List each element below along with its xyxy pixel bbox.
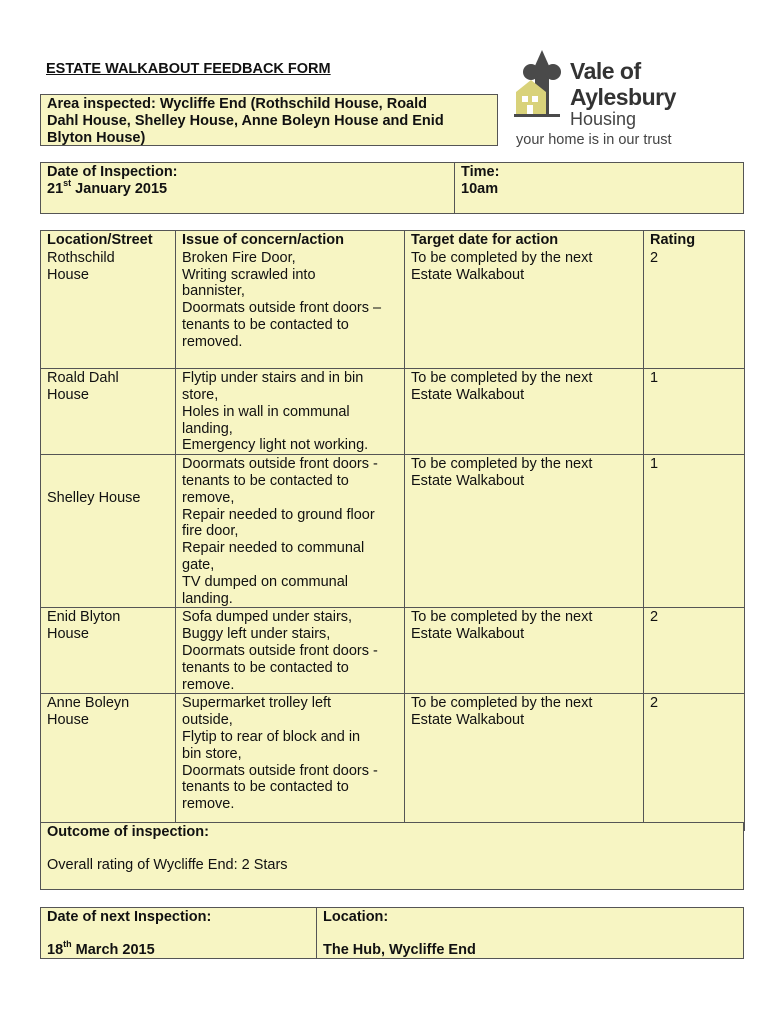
issue-cell-line: TV dumped on communal (182, 573, 349, 590)
next-inspection-date-label: Date of next Inspection: (47, 909, 212, 925)
area-inspected-line: Dahl House, Shelley House, Anne Boleyn House and Enid (47, 113, 444, 129)
issue-cell-line: Flytip under stairs and in bin (182, 370, 364, 387)
issue-cell-line: fire door, (182, 523, 239, 540)
next-date-rest: March 2015 (71, 942, 155, 958)
issue-cell-line: tenants to be contacted to (182, 473, 349, 490)
table-row (41, 694, 745, 830)
target-cell (405, 455, 644, 608)
logo-line-housing: Housing (570, 109, 637, 129)
time-cell (455, 163, 743, 213)
location-cell-line: House (47, 387, 89, 404)
issue-cell-line: removed. (182, 333, 243, 350)
target-cell-line: To be completed by the next (411, 370, 593, 387)
location-cell (41, 369, 176, 455)
location-cell-line: Rothschild (47, 249, 115, 266)
logo-line-aylesbury: Aylesbury (570, 84, 676, 110)
issue-cell-line: tenants to be contacted to (182, 779, 349, 796)
rating-value: 1 (650, 370, 659, 387)
target-cell-line: Estate Walkabout (411, 712, 525, 729)
issue-cell-line: Doormats outside front doors - (182, 456, 378, 473)
location-cell-line (47, 456, 169, 473)
next-inspection-location-cell (317, 908, 743, 958)
issue-cell-line: remove. (182, 796, 235, 813)
date-of-inspection-cell (41, 163, 455, 213)
location-cell (41, 455, 176, 608)
location-cell (41, 694, 176, 830)
issue-cell-line: Doormats outside front doors – (182, 300, 382, 317)
target-cell-line: To be completed by the next (411, 609, 593, 626)
issue-cell-line: remove, (182, 489, 235, 506)
issue-cell (176, 455, 405, 608)
rating-value: 2 (650, 609, 659, 626)
date-of-inspection-value (47, 178, 448, 198)
target-cell (405, 369, 644, 455)
target-cell-line: Estate Walkabout (411, 387, 525, 404)
target-cell (405, 249, 644, 369)
header-issue: Issue of concern/action (176, 231, 405, 249)
date-day: 21 (47, 181, 64, 197)
target-cell-line: To be completed by the next (411, 249, 593, 266)
issue-cell-line: remove. (182, 676, 235, 693)
header-location: Location/Street (41, 231, 176, 249)
issue-cell-line: Doormats outside front doors - (182, 762, 378, 779)
next-date-day: 18 (47, 942, 64, 958)
issue-cell (176, 694, 405, 830)
rating-value: 2 (650, 249, 659, 266)
rating-cell (644, 608, 745, 694)
house-church-logo-icon (514, 48, 570, 130)
table-row (41, 249, 745, 369)
location-cell-line: Enid Blyton (47, 609, 121, 626)
table-header-row (41, 231, 745, 249)
rating-value: 2 (650, 695, 659, 712)
area-inspected-line: Blyton House) (47, 130, 146, 146)
outcome-label: Outcome of inspection: (47, 824, 209, 840)
issue-cell-line: bin store, (182, 745, 242, 762)
rating-cell (644, 455, 745, 608)
next-date-suffix: th (63, 939, 72, 950)
next-inspection-box (40, 907, 744, 959)
target-cell (405, 694, 644, 830)
issue-cell-line: Repair needed to communal (182, 540, 365, 557)
issue-cell-line: outside, (182, 712, 233, 729)
date-suffix: st (63, 178, 72, 189)
date-of-inspection-label: Date of Inspection: (47, 164, 178, 180)
issue-cell-line: Writing scrawled into (182, 266, 316, 283)
rating-value: 1 (650, 456, 659, 473)
location-cell-line (47, 473, 169, 490)
target-cell-line: Estate Walkabout (411, 266, 525, 283)
issue-cell-line: gate, (182, 557, 215, 574)
target-cell-line: Estate Walkabout (411, 473, 525, 490)
table-row (41, 455, 745, 608)
issue-cell-line: Broken Fire Door, (182, 249, 296, 266)
header-rating: Rating (644, 231, 745, 249)
location-cell (41, 608, 176, 694)
issue-cell-line: bannister, (182, 283, 245, 300)
issue-cell-line: tenants to be contacted to (182, 316, 349, 333)
target-cell-line: To be completed by the next (411, 695, 593, 712)
location-cell-line: Shelley House (47, 489, 141, 506)
target-cell-line: To be completed by the next (411, 456, 593, 473)
area-inspected-line: Area inspected: Wycliffe End (Rothschild House, Roald (47, 96, 428, 112)
issue-cell-line: store, (182, 387, 219, 404)
issue-cell (176, 249, 405, 369)
table-row (41, 369, 745, 455)
issue-cell-line: tenants to be contacted to (182, 659, 349, 676)
next-location-value: The Hub, Wycliffe End (323, 942, 476, 958)
location-cell (41, 249, 176, 369)
issue-cell-line: landing, (182, 420, 233, 437)
location-cell-line: House (47, 626, 89, 643)
issue-cell-line: Buggy left under stairs, (182, 626, 331, 643)
area-inspected-box (40, 94, 498, 146)
table-row (41, 608, 745, 694)
outcome-box (40, 822, 744, 890)
location-cell-line: House (47, 712, 89, 729)
target-cell (405, 608, 644, 694)
target-cell-line: Estate Walkabout (411, 626, 525, 643)
issue-cell-line: Holes in wall in communal (182, 403, 350, 420)
next-inspection-date-value (47, 939, 310, 959)
time-value: 10am (461, 181, 499, 197)
next-inspection-date-cell (41, 908, 317, 958)
vale-of-aylesbury-logo (514, 48, 699, 152)
location-cell-line: House (47, 266, 89, 283)
issue-cell-line: Flytip to rear of block and in (182, 729, 361, 746)
issue-cell-line: Sofa dumped under stairs, (182, 609, 353, 626)
issue-cell-line: Supermarket trolley left (182, 695, 332, 712)
header-target: Target date for action (405, 231, 644, 249)
issue-cell (176, 369, 405, 455)
issue-cell-line: Repair needed to ground floor (182, 506, 375, 523)
issue-cell-line: Emergency light not working. (182, 437, 369, 454)
logo-line-vale-of: Vale of (570, 58, 641, 84)
location-cell-line: Roald Dahl (47, 370, 119, 387)
outcome-text: Overall rating of Wycliffe End: 2 Stars (47, 857, 288, 873)
next-location-label: Location: (323, 909, 389, 925)
rating-cell (644, 369, 745, 455)
inspection-datetime-box (40, 162, 744, 214)
rating-cell (644, 694, 745, 830)
inspection-table (40, 230, 745, 831)
time-label: Time: (461, 164, 500, 180)
date-rest: January 2015 (71, 181, 168, 197)
issue-cell-line: landing. (182, 590, 233, 607)
rating-cell (644, 249, 745, 369)
issue-cell (176, 608, 405, 694)
form-title: ESTATE WALKABOUT FEEDBACK FORM (46, 61, 331, 77)
logo-tagline: your home is in our trust (516, 132, 672, 148)
location-cell-line: Anne Boleyn (47, 695, 130, 712)
issue-cell-line: Doormats outside front doors - (182, 643, 378, 660)
